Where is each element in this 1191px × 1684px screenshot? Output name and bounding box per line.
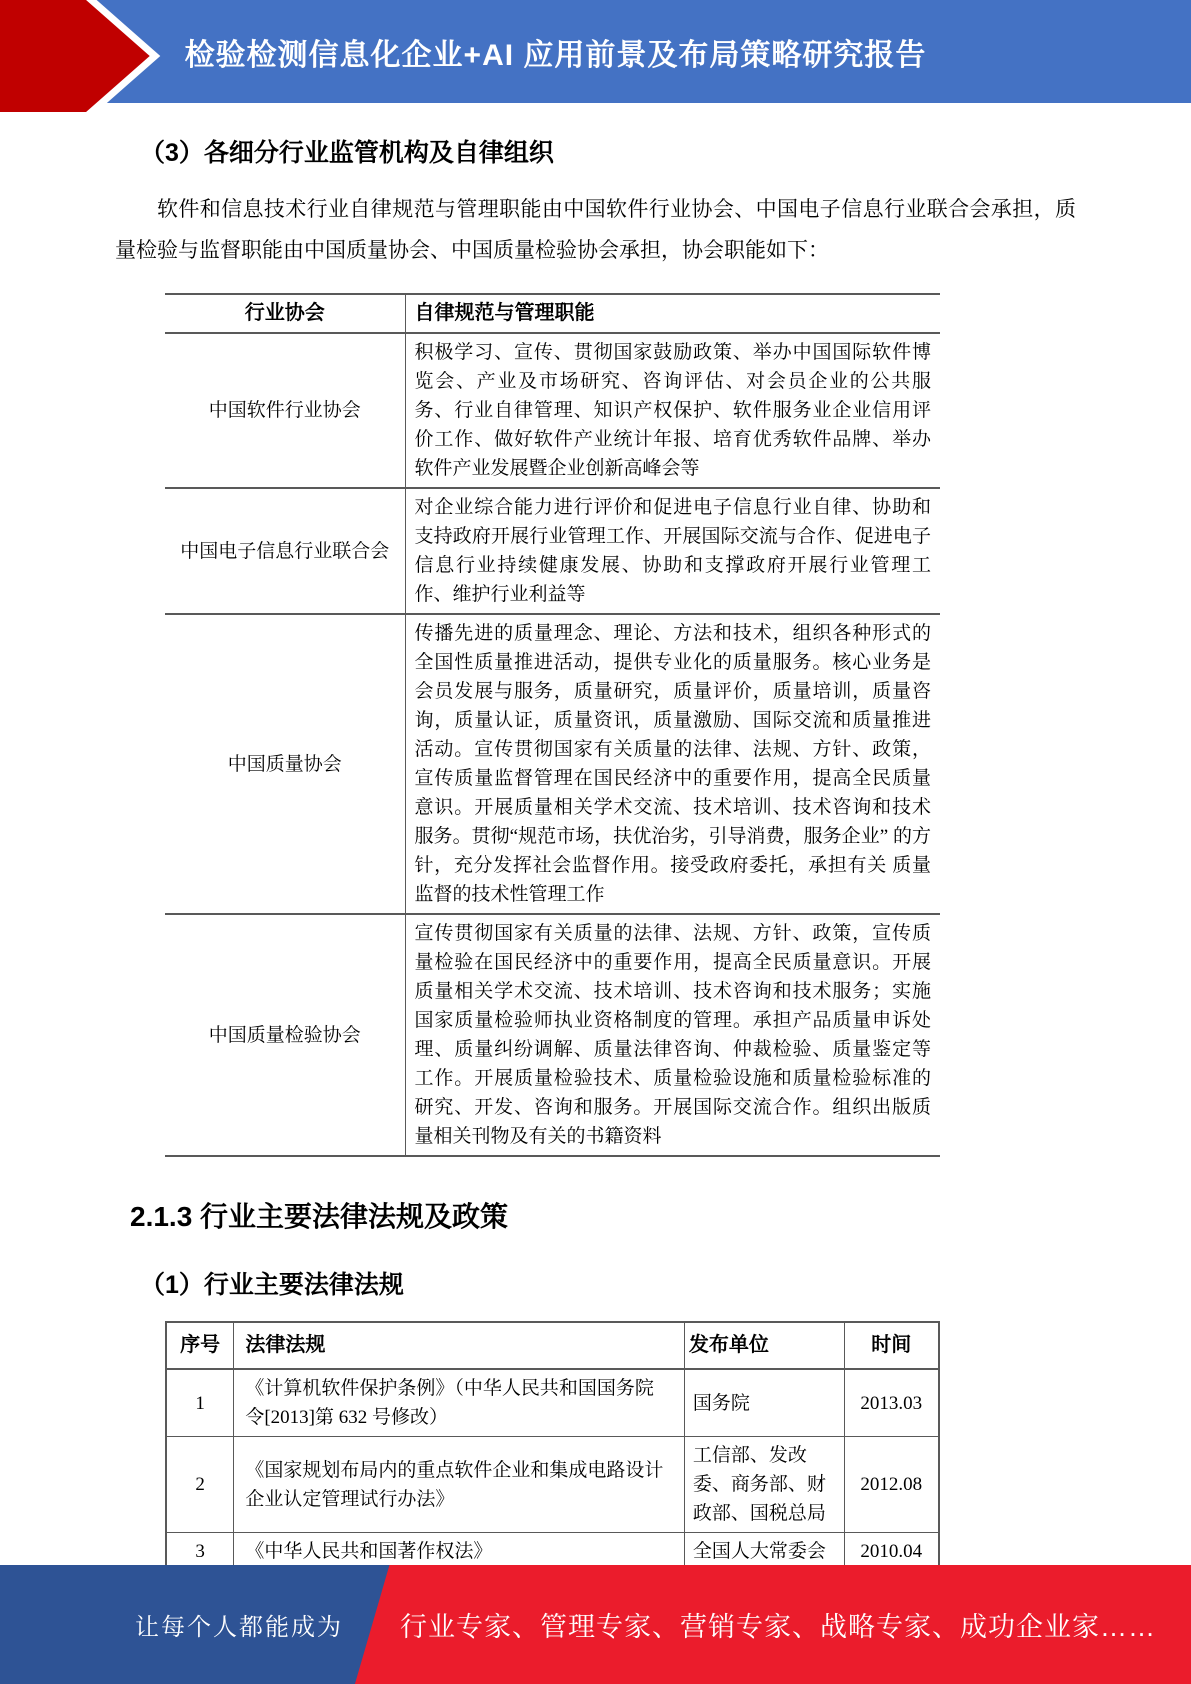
column-header-no: 序号 <box>166 1322 234 1369</box>
law-table <box>165 1321 940 1572</box>
association-name: 中国软件行业协会 <box>208 400 361 421</box>
association-duty: 对企业综合能力进行评价和促进电子信息行业自律、协助和 支持政府开展行业管理工作、开展国际交流与合作、促进电子信息行业持续健康发展、协助和支撑政府开展行业管理工 作、维护行业利益等 <box>405 488 940 614</box>
association-table <box>165 293 940 1157</box>
law-time: 2012.08 <box>844 1437 939 1533</box>
footer-slogan-right: 行业专家、管理专家、营销专家、战略专家、成功企业家…… <box>400 1612 1156 1642</box>
table-row <box>165 333 940 488</box>
law-no: 2 <box>166 1437 234 1533</box>
report-title: 检验检测信息化企业+AI 应用前景及布局策略研究报告 <box>184 38 927 72</box>
law-name: 《中华人民共和国著作权法》 <box>234 1533 685 1572</box>
table-row <box>165 914 940 1156</box>
law-no: 1 <box>166 1369 234 1437</box>
association-duty: 传播先进的质量理念、理论、方法和技术，组织各种形式的 全国性质量推进活动，提供专业化的质量服务。核心业务是 会员发展与服务，质量研究，质量评价，质量培训，质量咨 询，质量认证，质量资讯，质量激励、国际交流和质量推进 活动。宣传贯彻国家有关质量的法律、法规、方针、政策， 宣传质量监督管理在国民经济中的重要作用，提高全民质量 意识。开展质量相关学术交流、技术培训、技术咨询和技术 服务。贯彻“规范市场，扶优治劣，引导消费，服务企业” 的方针，充分发挥社会监督作用。接受政府委托，承担有关 质量监督的技术性管理工作 <box>405 614 940 914</box>
association-duty: 宣传贯彻国家有关质量的法律、法规、方针、政策，宣传质 量检验在国民经济中的重要作用，提高全民质量意识。开展 质量相关学术交流、技术培训、技术咨询和技术服务；实施 国家质量检验师执业资格制度的管理。承担产品质量申诉处 理、质量纠纷调解、质量法律咨询、仲裁检验、质量鉴定等 工作。开展质量检验技术、质量检验设施和质量检验标准的 研究、开发、咨询和服务。开展国际交流合作。组织出版质 量相关刊物及有关的书籍资料 <box>405 914 940 1156</box>
section-heading-3: （3）各细分行业监管机构及自律组织 <box>140 139 554 167</box>
law-unit: 国务院 <box>684 1369 844 1437</box>
column-header-unit: 发布单位 <box>684 1322 844 1369</box>
association-name: 中国质量检验协会 <box>165 914 405 1156</box>
column-header-duty: 自律规范与管理职能 <box>405 294 940 333</box>
table-header-row <box>165 294 940 333</box>
law-time: 2013.03 <box>844 1369 939 1437</box>
law-no: 3 <box>166 1533 234 1572</box>
association-duty: 积极学习、宣传、贯彻国家鼓励政策、举办中国国际软件博 览会、产业及市场研究、咨询评估、对会员企业的公共服 务、行业自律管理、知识产权保护、软件服务业企业信用评 价工作、做好软件产业统计年报、培育优秀软件品牌、举办 软件产业发展暨企业创新高峰会等 <box>405 333 940 488</box>
footer-banner <box>0 1565 1191 1684</box>
intro-paragraph: 软件和信息技术行业自律规范与管理职能由中国软件行业协会、中国电子信息行业联合会承担，质量检验与监督职能由中国质量协会、中国质量检验协会承担，协会职能如下： <box>115 197 1076 262</box>
footer-slogan-left: 让每个人都能成为 <box>135 1614 343 1641</box>
header-banner <box>0 0 1191 103</box>
law-name: 《国家规划布局内的重点软件企业和集成电路设计 企业认定管理试行办法》 <box>234 1437 685 1533</box>
table-row <box>166 1437 939 1533</box>
law-unit: 全国人大常委会 <box>684 1533 844 1572</box>
table-header-row <box>166 1322 939 1369</box>
law-unit: 工信部、发改委、商务部、财政部、国税总局 <box>684 1437 844 1533</box>
section-heading-1: （1）行业主要法律法规 <box>140 1271 404 1299</box>
table-row <box>165 488 940 614</box>
table-row <box>165 614 940 914</box>
law-time: 2010.04 <box>844 1533 939 1572</box>
column-header-law: 法律法规 <box>234 1322 685 1369</box>
law-name: 《计算机软件保护条例》（中华人民共和国国务院 令[2013]第 632 号修改） <box>234 1369 685 1437</box>
association-name: 中国质量协会 <box>165 614 405 914</box>
column-header-association: 行业协会 <box>165 294 405 333</box>
table-row <box>166 1369 939 1437</box>
section-heading-213: 2.1.3 行业主要法律法规及政策 <box>130 1201 509 1232</box>
association-name: 中国电子信息行业联合会 <box>165 488 405 614</box>
column-header-time: 时间 <box>844 1322 939 1369</box>
